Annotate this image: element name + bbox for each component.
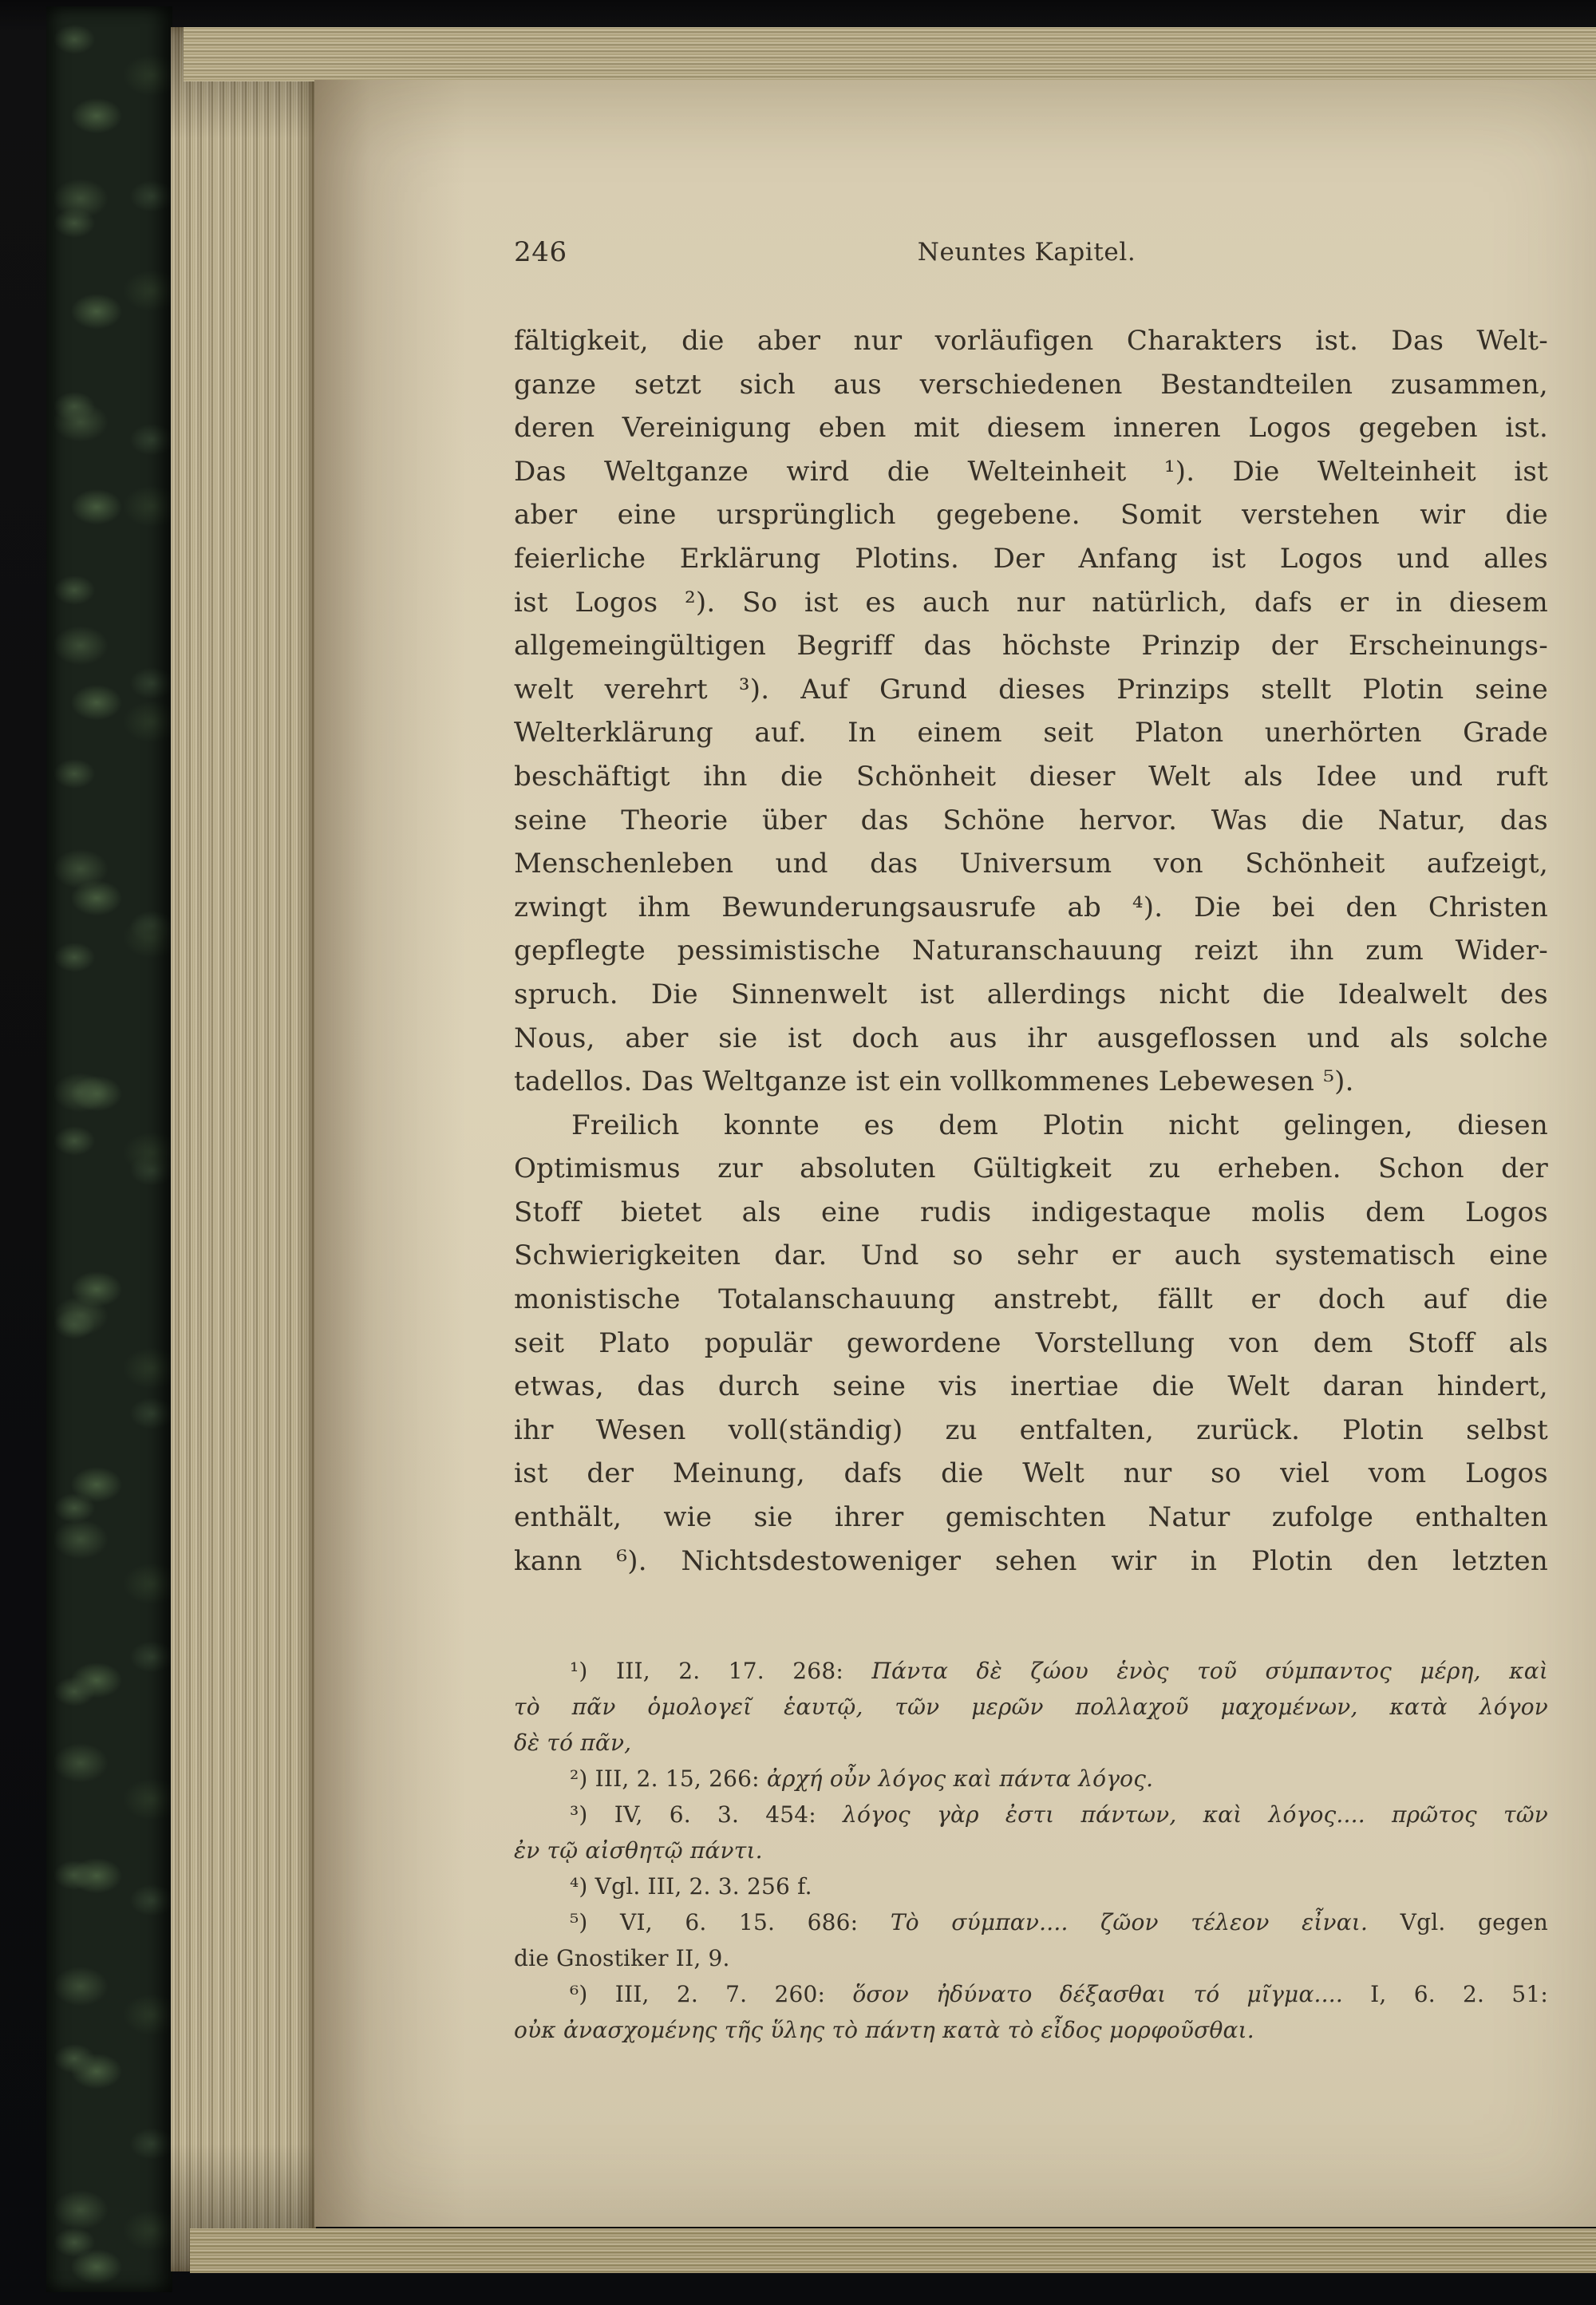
footnote-line [514,1725,1548,1761]
body-line: enthält, wie sie ihrer gemischten Natur zufolge enthalten [514,1501,1548,1534]
footnote-reference-text: ⁶) III, 2. 7. 260: [570,1981,853,2008]
body-line: etwas, das durch seine vis inertiae die Welt daran hindert, [514,1370,1548,1403]
body-line: ganze setzt sich aus verschiedenen Bestandteilen zusammen, [514,368,1548,401]
greek-citation-text: λόγος γὰρ ἐστι πάντων, καὶ λόγος.... πρῶτος τῶν [843,1801,1548,1829]
greek-citation-text: τὸ πᾶν ὁμολογεῖ ἑαυτῷ, τῶν μερῶν πολλαχοῦ μαχομένων, κατὰ λόγον [514,1694,1548,1721]
footnote-line [514,1904,1548,1940]
greek-citation-text: Τὸ σύμπαν.... ζῶον τέλεον εἶναι. [890,1909,1369,1936]
body-line: beschäftigt ihn die Schönheit dieser Welt als Idee und ruft [514,760,1548,793]
greek-citation-text: οὐκ ἀνασχομένης τῆς ὕλης τὸ πάντη κατὰ τὸ εἶδος μορφοῦσθαι. [514,2017,1254,2044]
body-line: seit Plato populär gewordene Vorstellung von dem Stoff als [514,1326,1548,1359]
page-stack-top-edge [184,27,1596,81]
body-line: Schwierigkeiten dar. Und so sehr er auch systematisch eine [514,1239,1548,1272]
footnote-reference-text: ⁴) Vgl. III, 2. 3. 256 f. [570,1873,812,1900]
footnote-reference-text: die Gnostiker II, 9. [514,1945,730,1972]
body-line: allgemeingültigen Begriff das höchste Prinzip der Erscheinungs- [514,630,1548,662]
footnote-reference-text: ⁵) VI, 6. 15. 686: [570,1909,891,1936]
greek-citation-text: ὅσον ἠδύνατο δέξασθαι τό μῖγμα.... [852,1981,1343,2008]
body-line: seine Theorie über das Schöne hervor. Was die Natur, das [514,804,1548,836]
footnote-line [514,1653,1548,1689]
page-stack-bottom-edge [190,2228,1596,2273]
footnote-line [514,1940,1548,1976]
body-line: welt verehrt ³). Auf Grund dieses Prinzips stellt Plotin seine [514,673,1548,706]
footnote-line [514,1868,1548,1904]
text-block [514,80,1548,2048]
body-line: zwingt ihm Bewunderungsausrufe ab ⁴). Die bei den Christen [514,891,1548,923]
footnote-line [514,1833,1548,1868]
footnote-reference-text: ³) IV, 6. 3. 454: [570,1801,843,1829]
body-line: ihr Wesen voll(ständig) zu entfalten, zurück. Plotin selbst [514,1413,1548,1446]
book-cover-marbled [46,6,172,2292]
body-line: gepflegte pessimistische Naturanschauung reizt ihn zum Wider- [514,935,1548,967]
footnote-reference-text: Vgl. gegen [1368,1909,1549,1936]
body-line: Optimismus zur absoluten Gültigkeit zu erheben. Schon der [514,1152,1548,1185]
body-line: Nous, aber sie ist doch aus ihr ausgeflossen und als solche [514,1022,1548,1054]
book-page [314,80,1596,2227]
body-line: Menschenleben und das Universum von Schönheit aufzeigt, [514,848,1548,880]
body-line: deren Vereinigung eben mit diesem inneren Logos gegeben ist. [514,412,1548,445]
body-line: monistische Totalanschauung anstrebt, fällt er doch auf die [514,1283,1548,1316]
body-line: fältigkeit, die aber nur vorläufigen Charakters ist. Das Welt- [514,325,1548,357]
body-line: Freilich konnte es dem Plotin nicht gelingen, diesen [571,1109,1548,1141]
body-line: kann ⁶). Nichtsdestoweniger sehen wir in Plotin den letzten [514,1544,1548,1577]
footnote-line [514,2012,1548,2048]
greek-citation-text: ἐν τῷ αἰσθητῷ πάντι. [514,1837,763,1864]
body-line: Das Weltganze wird die Welteinheit ¹). Die Welteinheit ist [514,455,1548,488]
footnotes [514,1653,1548,2048]
body-line: ist der Meinung, dafs die Welt nur so viel vom Logos [514,1457,1548,1490]
greek-citation-text: δὲ τό πᾶν, [514,1730,632,1757]
body-line: tadellos. Das Weltganze ist ein vollkommenes Lebewesen ⁵). [514,1066,1354,1098]
footnote-line [514,1761,1548,1797]
greek-citation-text: Πάντα δὲ ζώου ἑνὸς τοῦ σύμπαντος μέρη, καὶ [871,1658,1548,1685]
body-text [514,319,1548,1583]
footnote-line [514,1689,1548,1725]
page-header [514,236,1548,271]
chapter-header: Neuntes Kapitel. [917,238,1136,267]
page-number: 246 [514,236,567,268]
body-line: feierliche Erklärung Plotins. Der Anfang ist Logos und alles [514,542,1548,575]
greek-citation-text: ἀρχή οὖν λόγος καὶ πάντα λόγος. [766,1765,1154,1793]
body-line: spruch. Die Sinnenwelt ist allerdings nicht die Idealwelt des [514,978,1548,1010]
footnote-reference-text: ¹) III, 2. 17. 268: [570,1658,872,1685]
body-line: Stoff bietet als eine rudis indigestaque molis dem Logos [514,1196,1548,1228]
footnote-line [514,1976,1548,2012]
footnote-reference-text: ²) III, 2. 15, 266: [570,1765,767,1793]
footnote-reference-text: I, 6. 2. 51: [1342,1981,1549,2008]
body-line: aber eine ursprünglich gegebene. Somit verstehen wir die [514,499,1548,532]
body-line: ist Logos ²). So ist es auch nur natürlich, dafs er in diesem [514,586,1548,619]
footnote-line [514,1797,1548,1833]
page-stack-left-edge [171,27,316,2271]
body-line: Welterklärung auf. In einem seit Platon unerhörten Grade [514,717,1548,749]
